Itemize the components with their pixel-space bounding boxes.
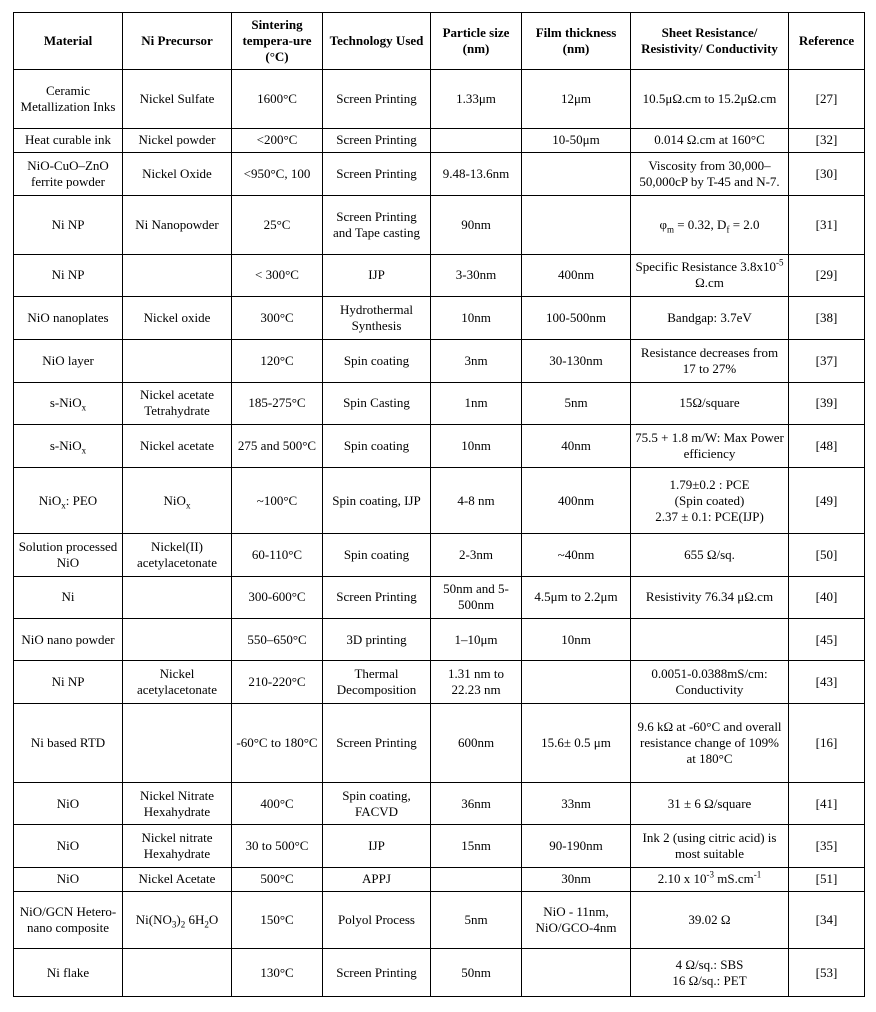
header-row: [14, 13, 865, 70]
cell-particle: 1.33μm: [431, 70, 522, 129]
cell-reference: [40]: [789, 576, 865, 618]
cell-reference: [27]: [789, 70, 865, 129]
cell-technology: Screen Printing: [323, 70, 431, 129]
cell-film: [522, 195, 631, 254]
cell-reference: [16]: [789, 703, 865, 782]
header-material: Material: [14, 13, 123, 70]
cell-precursor: [123, 340, 232, 382]
header-resistance: Sheet Resistance/ Resistivity/ Conductivity: [631, 13, 789, 70]
cell-technology: Screen Printing: [323, 128, 431, 152]
cell-technology: Spin coating: [323, 534, 431, 576]
cell-reference: [45]: [789, 619, 865, 661]
cell-resistance: 2.10 x $10^{-3}$ $mS.cm^{-1}$: [631, 867, 789, 891]
cell-resistance: Viscosity from 30,000–50,000cP by T-45 and N-7.: [631, 152, 789, 195]
table-row: [14, 576, 865, 618]
table-row: [14, 254, 865, 296]
cell-particle: 10nm: [431, 297, 522, 340]
cell-reference: [30]: [789, 152, 865, 195]
table-row: [14, 297, 865, 340]
cell-technology: Screen Printing: [323, 949, 431, 997]
table-row: [14, 891, 865, 949]
cell-particle: 2-3nm: [431, 534, 522, 576]
header-particle-size: Particle size (nm): [431, 13, 522, 70]
cell-precursor: Nickel acetate: [123, 425, 232, 468]
cell-technology: Spin coating: [323, 340, 431, 382]
cell-particle: 4-8 nm: [431, 468, 522, 534]
cell-resistance: 31 ± 6 Ω/square: [631, 783, 789, 825]
cell-precursor: Nickel Oxide: [123, 152, 232, 195]
cell-sintering: <950°C, 100: [232, 152, 323, 195]
cell-resistance: 75.5 + 1.8 m/W: Max Power efficiency: [631, 425, 789, 468]
cell-particle: [431, 867, 522, 891]
cell-particle: 10nm: [431, 425, 522, 468]
cell-reference: [34]: [789, 891, 865, 949]
cell-film: 400nm: [522, 254, 631, 296]
cell-film: [522, 661, 631, 703]
cell-precursor: Nickel acetate Tetrahydrate: [123, 382, 232, 424]
cell-film: 40nm: [522, 425, 631, 468]
cell-material: Ceramic Metallization Inks: [14, 70, 123, 129]
cell-resistance: 4 Ω/sq.: SBS 16 Ω/sq.: PET: [631, 949, 789, 997]
cell-material: NiO: [14, 867, 123, 891]
cell-resistance: 9.6 kΩ at -60°C and overall resistance change of 109% at 180°C: [631, 703, 789, 782]
cell-resistance: Bandgap: 3.7eV: [631, 297, 789, 340]
cell-precursor: [123, 703, 232, 782]
cell-resistance: Resistance decreases from 17 to 27%: [631, 340, 789, 382]
cell-sintering: 400°C: [232, 783, 323, 825]
cell-resistance: Resistivity 76.34 μΩ.cm: [631, 576, 789, 618]
cell-reference: [43]: [789, 661, 865, 703]
cell-technology: Hydrothermal Synthesis: [323, 297, 431, 340]
cell-resistance: 1.79±0.2 : PCE (Spin coated) 2.37 ± 0.1: PCE(IJP): [631, 468, 789, 534]
table-row: [14, 619, 865, 661]
table-row: [14, 949, 865, 997]
cell-sintering: -60°C to 180°C: [232, 703, 323, 782]
cell-precursor: NiO$_x$: [123, 468, 232, 534]
cell-technology: Screen Printing: [323, 152, 431, 195]
cell-material: Solution processed NiO: [14, 534, 123, 576]
cell-film: NiO - 11nm, NiO/GCO-4nm: [522, 891, 631, 949]
cell-reference: [31]: [789, 195, 865, 254]
table-row: [14, 703, 865, 782]
cell-sintering: < 300°C: [232, 254, 323, 296]
cell-precursor: Ni Nanopowder: [123, 195, 232, 254]
cell-technology: Thermal Decomposition: [323, 661, 431, 703]
cell-technology: Polyol Process: [323, 891, 431, 949]
cell-reference: [50]: [789, 534, 865, 576]
cell-sintering: 130°C: [232, 949, 323, 997]
cell-material: NiO/GCN Hetero-nano composite: [14, 891, 123, 949]
cell-technology: Spin coating: [323, 425, 431, 468]
cell-material: NiO-CuO–ZnO ferrite powder: [14, 152, 123, 195]
cell-particle: 1–10μm: [431, 619, 522, 661]
cell-resistance: 0.0051-0.0388mS/cm: Conductivity: [631, 661, 789, 703]
table-row: [14, 661, 865, 703]
cell-reference: [41]: [789, 783, 865, 825]
cell-film: 30-130nm: [522, 340, 631, 382]
cell-film: 33nm: [522, 783, 631, 825]
cell-particle: 50nm: [431, 949, 522, 997]
cell-technology: Screen Printing: [323, 703, 431, 782]
cell-sintering: ~100°C: [232, 468, 323, 534]
cell-material: Ni NP: [14, 254, 123, 296]
cell-technology: 3D printing: [323, 619, 431, 661]
cell-material: NiO: [14, 825, 123, 867]
cell-reference: [38]: [789, 297, 865, 340]
materials-table: [13, 12, 865, 997]
cell-sintering: 30 to 500°C: [232, 825, 323, 867]
cell-film: 10-50μm: [522, 128, 631, 152]
cell-film: 12μm: [522, 70, 631, 129]
cell-resistance: Ink 2 (using citric acid) is most suitable: [631, 825, 789, 867]
cell-sintering: 300°C: [232, 297, 323, 340]
cell-material: s-NiO$_x$: [14, 382, 123, 424]
header-sintering: Sintering tempera-ure (°C): [232, 13, 323, 70]
cell-particle: 50nm and 5-500nm: [431, 576, 522, 618]
table-row: [14, 825, 865, 867]
cell-technology: Screen Printing and Tape casting: [323, 195, 431, 254]
cell-particle: [431, 128, 522, 152]
cell-material: NiO nano powder: [14, 619, 123, 661]
cell-sintering: 300-600°C: [232, 576, 323, 618]
cell-precursor: Nickel Acetate: [123, 867, 232, 891]
cell-material: Ni: [14, 576, 123, 618]
cell-technology: Screen Printing: [323, 576, 431, 618]
cell-sintering: 500°C: [232, 867, 323, 891]
table-row: [14, 382, 865, 424]
cell-reference: [32]: [789, 128, 865, 152]
header-reference: Reference: [789, 13, 865, 70]
cell-reference: [49]: [789, 468, 865, 534]
cell-precursor: [123, 254, 232, 296]
header-technology: Technology Used: [323, 13, 431, 70]
table-row: [14, 70, 865, 129]
cell-sintering: 25°C: [232, 195, 323, 254]
cell-particle: 90nm: [431, 195, 522, 254]
cell-precursor: [123, 619, 232, 661]
cell-sintering: 60-110°C: [232, 534, 323, 576]
cell-sintering: 275 and 500°C: [232, 425, 323, 468]
cell-sintering: 550–650°C: [232, 619, 323, 661]
cell-resistance: Specific Resistance $3.8x10^{-5}$ Ω.cm: [631, 254, 789, 296]
cell-material: NiO: [14, 783, 123, 825]
cell-precursor: Nickel oxide: [123, 297, 232, 340]
cell-film: ~40nm: [522, 534, 631, 576]
table-row: [14, 195, 865, 254]
cell-technology: APPJ: [323, 867, 431, 891]
table-row: [14, 783, 865, 825]
cell-resistance: 655 Ω/sq.: [631, 534, 789, 576]
cell-particle: 5nm: [431, 891, 522, 949]
cell-material: NiO layer: [14, 340, 123, 382]
cell-sintering: 1600°C: [232, 70, 323, 129]
cell-material: Ni based RTD: [14, 703, 123, 782]
cell-particle: 36nm: [431, 783, 522, 825]
cell-reference: [51]: [789, 867, 865, 891]
cell-sintering: 120°C: [232, 340, 323, 382]
cell-precursor: Nickel Nitrate Hexahydrate: [123, 783, 232, 825]
cell-sintering: 150°C: [232, 891, 323, 949]
cell-resistance: [631, 619, 789, 661]
header-precursor: Ni Precursor: [123, 13, 232, 70]
cell-technology: Spin coating, IJP: [323, 468, 431, 534]
cell-resistance: 15Ω/square: [631, 382, 789, 424]
cell-particle: 600nm: [431, 703, 522, 782]
cell-film: [522, 949, 631, 997]
cell-precursor: Nickel(II) acetylacetonate: [123, 534, 232, 576]
cell-precursor: $Ni(NO_3)_2$ $6H_2O$: [123, 891, 232, 949]
cell-reference: [35]: [789, 825, 865, 867]
cell-reference: [48]: [789, 425, 865, 468]
cell-sintering: <200°C: [232, 128, 323, 152]
cell-reference: [39]: [789, 382, 865, 424]
cell-material: Ni NP: [14, 195, 123, 254]
cell-film: 4.5μm to 2.2μm: [522, 576, 631, 618]
cell-technology: Spin coating, FACVD: [323, 783, 431, 825]
cell-film: 5nm: [522, 382, 631, 424]
cell-precursor: Nickel nitrate Hexahydrate: [123, 825, 232, 867]
cell-reference: [29]: [789, 254, 865, 296]
cell-precursor: [123, 949, 232, 997]
cell-particle: 15nm: [431, 825, 522, 867]
cell-resistance: $\varphi_m = 0.32$, $D_f = 2.0$: [631, 195, 789, 254]
cell-technology: IJP: [323, 254, 431, 296]
cell-film: 15.6± 0.5 μm: [522, 703, 631, 782]
cell-reference: [53]: [789, 949, 865, 997]
cell-precursor: [123, 576, 232, 618]
cell-particle: 1nm: [431, 382, 522, 424]
cell-film: 400nm: [522, 468, 631, 534]
cell-technology: IJP: [323, 825, 431, 867]
table-row: [14, 340, 865, 382]
cell-particle: 9.48-13.6nm: [431, 152, 522, 195]
cell-material: Ni NP: [14, 661, 123, 703]
table-row: [14, 867, 865, 891]
table-row: [14, 152, 865, 195]
cell-precursor: Nickel powder: [123, 128, 232, 152]
cell-film: 90-190nm: [522, 825, 631, 867]
cell-technology: Spin Casting: [323, 382, 431, 424]
cell-material: Heat curable ink: [14, 128, 123, 152]
cell-film: 10nm: [522, 619, 631, 661]
cell-film: 100-500nm: [522, 297, 631, 340]
cell-resistance: 10.5μΩ.cm to 15.2μΩ.cm: [631, 70, 789, 129]
cell-material: s-NiO$_x$: [14, 425, 123, 468]
cell-particle: 1.31 nm to 22.23 nm: [431, 661, 522, 703]
cell-resistance: 0.014 Ω.cm at 160°C: [631, 128, 789, 152]
cell-material: Ni flake: [14, 949, 123, 997]
cell-particle: 3-30nm: [431, 254, 522, 296]
cell-film: [522, 152, 631, 195]
table-row: [14, 468, 865, 534]
cell-material: NiO$_x$: PEO: [14, 468, 123, 534]
cell-film: 30nm: [522, 867, 631, 891]
cell-particle: 3nm: [431, 340, 522, 382]
cell-sintering: 185-275°C: [232, 382, 323, 424]
table-row: [14, 425, 865, 468]
cell-precursor: Nickel acetylacetonate: [123, 661, 232, 703]
cell-precursor: Nickel Sulfate: [123, 70, 232, 129]
cell-material: NiO nanoplates: [14, 297, 123, 340]
cell-sintering: 210-220°C: [232, 661, 323, 703]
cell-resistance: 39.02 Ω: [631, 891, 789, 949]
table-row: [14, 534, 865, 576]
cell-reference: [37]: [789, 340, 865, 382]
table-row: [14, 128, 865, 152]
header-film-thickness: Film thickness (nm): [522, 13, 631, 70]
table-body: [14, 70, 865, 997]
